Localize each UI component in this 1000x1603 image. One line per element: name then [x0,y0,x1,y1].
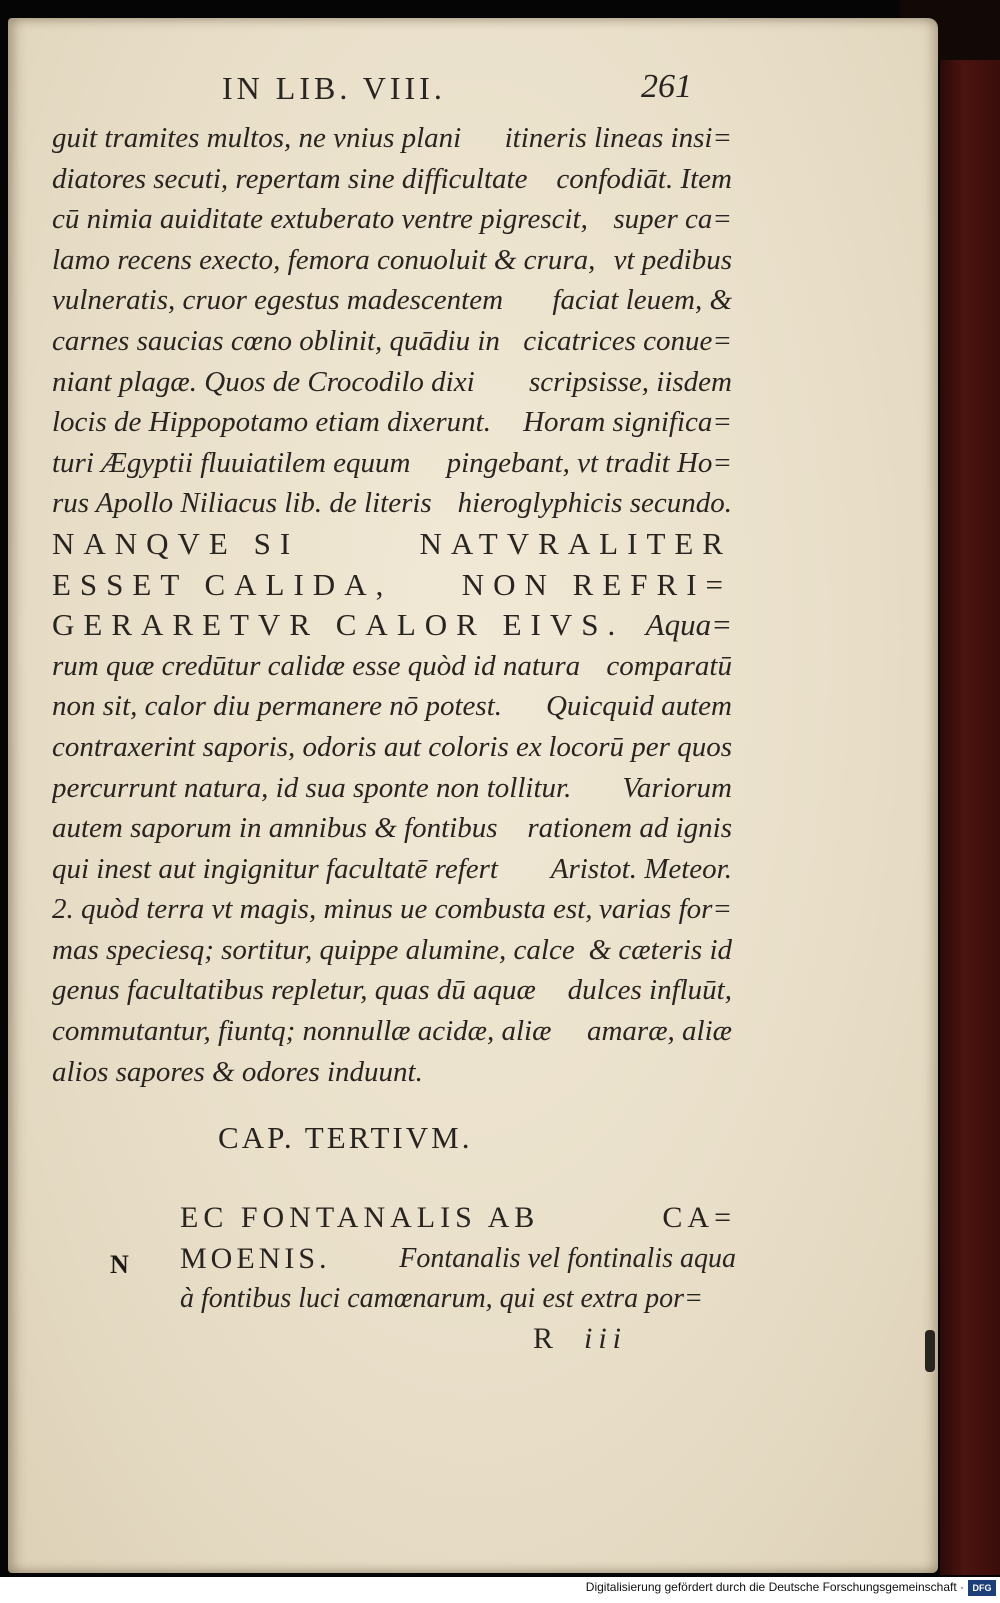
text-segment: lamo recens execto, femora conuoluit & crura, [52,243,596,276]
text-line [52,280,732,321]
running-head: IN LIB. VIII. [222,70,446,106]
text-segment: 2. quòd terra vt magis, minus ue combusta est, [52,893,593,926]
text-line [52,727,732,768]
text-segment: amaræ, aliæ [586,1015,732,1048]
text-segment: pingebant, vt tradit Ho= [446,446,732,479]
signature-numeral: iii [584,1322,628,1355]
text-line [52,240,732,281]
text-segment: cū nimia auiditate extuberato ventre pigrescit, [52,203,588,236]
text-segment: Variorum [622,771,732,804]
caps-line [180,1198,736,1239]
text-segment: locis de Hippopotamo etiam dixerunt. [52,406,491,439]
text-segment: hieroglyphicis secundo. [457,487,732,520]
text-line [52,889,732,930]
text-segment: super ca= [613,203,732,236]
text-segment: locorū per quos [548,730,732,763]
text-line [52,970,732,1011]
page-header [222,70,692,118]
text-segment: turi Ægyptii fluuiatilem equum [52,446,411,479]
text-segment: commutantur, fiuntq; nonnullæ acidæ, aliæ [52,1015,552,1048]
signature-letter: R [533,1322,557,1355]
text-line [52,443,732,484]
text-segment: NATVRALITER [419,525,732,561]
chapter-title: CAP. TERTIVM. [218,1120,473,1155]
chapter-paragraph [180,1198,736,1320]
text-segment: autem saporum in amnibus & fontibus [52,812,498,845]
text-segment: non sit, calor diu permanere nō potest. [52,690,502,723]
text-line [52,362,732,403]
text-segment: NON REFRI= [461,566,732,602]
text-segment: Horam significa= [523,406,732,439]
text-segment: varias for= [598,893,732,926]
text-line [52,118,732,159]
text-segment: ESSET CALIDA, [52,566,393,602]
text-segment: carnes saucias cœno oblinit, quādiu in [52,324,500,357]
text-segment: vt pedibus [613,243,732,276]
text-segment: diatores secuti, repertam sine difficultate [52,162,528,195]
text-line [180,1239,736,1280]
text-line [52,159,732,200]
text-line [180,1279,736,1320]
text-line [52,321,732,362]
text-segment: niant plagæ. Quos de Crocodilo dixi [52,365,475,398]
text-segment: à fontibus luci camœnarum, qui est extra por= [180,1283,703,1315]
text-segment: Aristot. Meteor. [550,852,732,885]
text-segment: vulneratis, cruor egestus madescentem [52,284,504,317]
text-line [52,483,732,524]
caps-line [52,605,732,646]
footer-bar [0,1577,1000,1603]
text-segment: Aqua= [645,607,732,643]
text-line [52,808,732,849]
text-line [52,768,732,809]
text-segment: GERARETVR CALOR EIVS. [52,607,625,643]
text-line [52,1011,732,1052]
text-segment: scripsisse, iisdem [529,365,732,398]
text-segment: genus facultatibus repletur, quas dū aquæ [52,974,536,1007]
text-line [52,646,732,687]
body-text [52,118,732,1092]
text-line [52,930,732,971]
background-right-edge [940,0,1000,1575]
page-number: 261 [641,68,692,105]
text-segment: rus Apollo Niliacus lib. de literis [52,487,432,520]
text-segment: NANQVE SI [52,525,300,561]
text-segment: contraxerint saporis, odoris aut coloris ex [52,730,542,763]
text-segment: Fontanalis vel fontinalis aqua [399,1242,736,1274]
text-segment: MOENIS. [180,1241,331,1275]
caps-line [52,565,732,606]
caps-line [52,524,732,565]
margin-mark: N [110,1250,129,1279]
text-line [52,402,732,443]
text-line [52,1052,732,1093]
text-segment: rationem ad ignis [527,812,732,845]
dfg-logo-icon: DFG [968,1580,996,1596]
text-segment: guit tramites multos, ne vnius plani [52,122,462,154]
text-line [52,849,732,890]
signature-mark [533,1322,627,1356]
text-segment: EC FONTANALIS AB [180,1201,540,1234]
text-segment: & cæteris id [588,933,732,966]
text-segment: qui inest aut ingignitur facultatē refert [52,852,498,885]
text-segment: rum quæ credūtur calidæ esse quòd id natura [52,649,581,682]
page-edge-mark [925,1330,935,1372]
text-line [52,686,732,727]
footer-credit: Digitalisierung gefördert durch die Deutsche Forschungsgemeinschaft · [585,1580,964,1594]
text-segment: mas speciesq; sortitur, quippe alumine, calce [52,933,575,966]
text-segment: comparatū [606,649,732,682]
text-segment: cicatrices conue= [523,324,732,357]
text-segment: CA= [662,1201,736,1234]
text-segment: dulces influūt, [567,974,732,1007]
text-segment: itineris lineas insi= [504,122,732,154]
text-segment: percurrunt natura, id sua sponte non tollitur. [52,771,572,804]
text-segment: alios sapores & odores induunt. [52,1055,423,1088]
text-line [52,199,732,240]
text-segment: Quicquid autem [545,690,732,723]
text-segment: confodiāt. Item [556,162,732,195]
text-segment: faciat leuem, & [552,284,732,317]
